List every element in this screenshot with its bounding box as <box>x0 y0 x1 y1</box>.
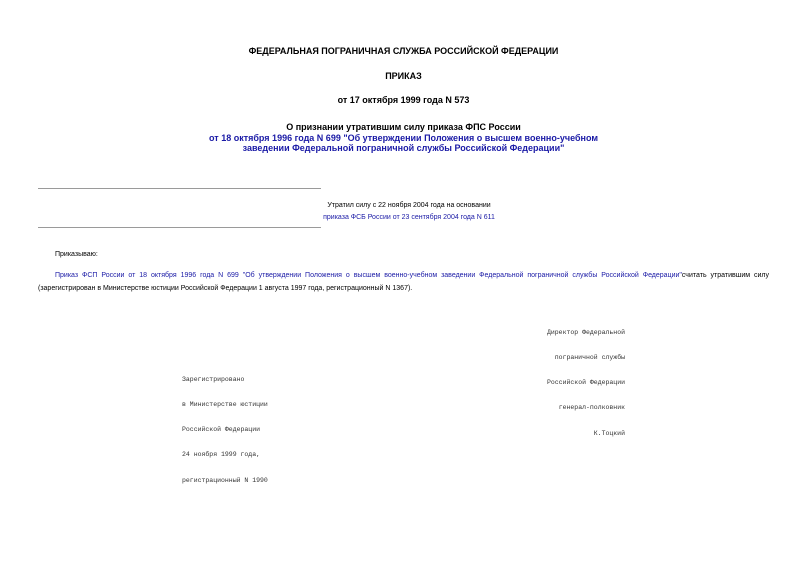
signature-line: генерал-полковник <box>558 404 625 412</box>
divider-bottom <box>38 227 321 228</box>
signature-line: К.Тоцкий <box>593 429 625 437</box>
order-word: Приказываю: <box>55 251 98 258</box>
order-rest-text: считать утратившим силу (зарегистрирован в Министерстве юстиции Российской Федерации 1 августа 1997 года, регистрационный N 1367). <box>38 272 769 292</box>
lost-force-text: Утратил силу с 22 ноября 2004 года на основании <box>327 202 491 209</box>
signature-line: Директор Федеральной <box>546 328 625 336</box>
divider-top <box>38 188 321 189</box>
agency-heading: ФЕДЕРАЛЬНАЯ ПОГРАНИЧНАЯ СЛУЖБА РОССИЙСКОЙ ФЕДЕРАЦИИ <box>248 46 559 56</box>
lost-force-note <box>300 200 518 224</box>
title-prefix: О признании утратившим силу приказа ФПС России <box>286 122 521 132</box>
registration-line: Российской Федерации <box>182 426 261 434</box>
signature-block <box>547 312 625 455</box>
signature-line: Российской Федерации <box>546 379 625 387</box>
document-type-heading: ПРИКАЗ <box>385 71 422 81</box>
registration-line: Зарегистрировано <box>182 375 245 383</box>
registration-block <box>182 359 268 502</box>
order-link-repealed-order[interactable]: Приказ ФСП России от 18 октября 1996 года N 699 "Об утверждении Положения о высшем военно-учебном заведении Федеральной пограничной службы Российской Федерации" <box>55 272 682 279</box>
document-date-number: от 17 октября 1999 года N 573 <box>337 95 470 105</box>
signature-line: пограничной службы <box>554 354 625 362</box>
registration-line: в Министерстве юстиции <box>182 401 268 409</box>
order-paragraph <box>38 270 769 295</box>
lost-force-basis-link[interactable]: приказа ФСБ России от 23 сентября 2004 года N 611 <box>323 214 495 221</box>
registration-line: 24 ноября 1999 года, <box>182 451 261 459</box>
title-link-repealed-order[interactable]: от 18 октября 1996 года N 699 "Об утверждении Положения о высшем военно-учебном заведении Федеральной пограничной службы Российской Федерации" <box>209 132 598 153</box>
document-title <box>200 122 607 154</box>
registration-line: регистрационный N 1990 <box>182 476 268 484</box>
